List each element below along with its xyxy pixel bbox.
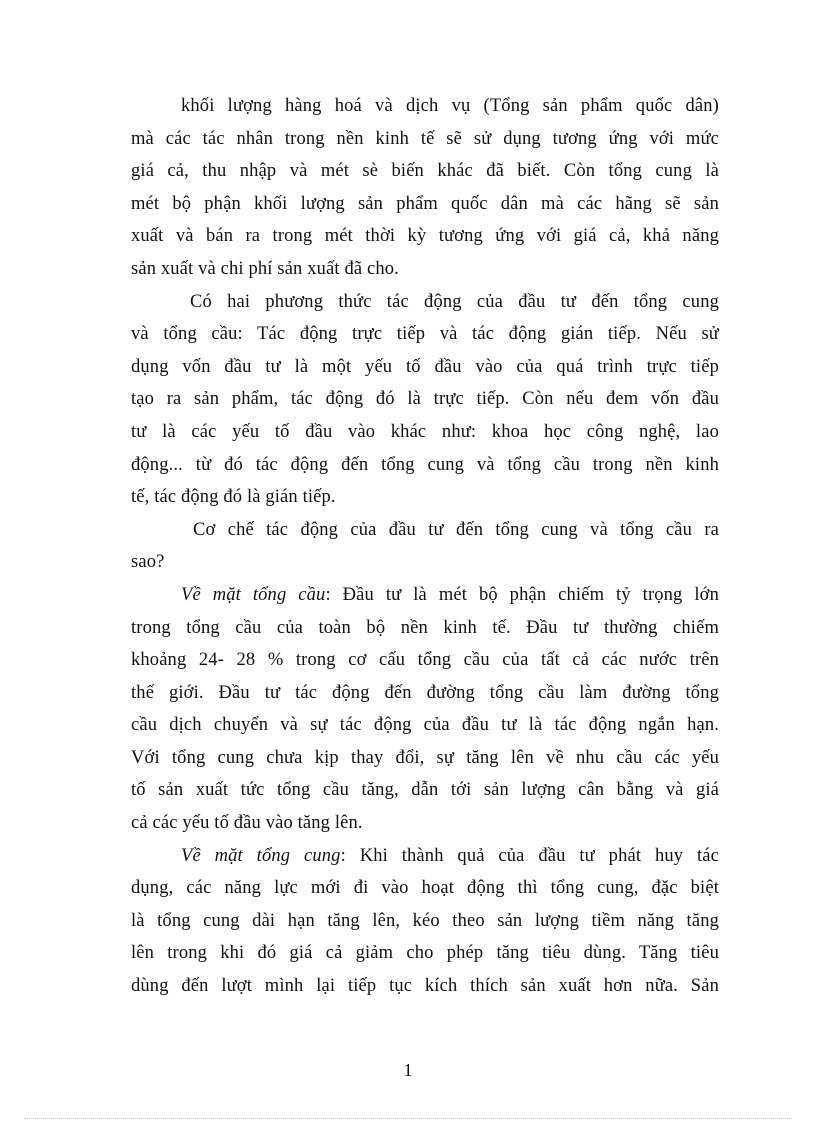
text-line: tạo ra sản phẩm, tác động đó là trực tiếp. Còn nếu đem vốn đầu	[131, 389, 719, 410]
text-line: thế giới. Đầu tư tác động đến đường tổng cầu làm đường tổng	[131, 682, 719, 703]
text-line: tế, tác động đó là gián tiếp.	[131, 487, 336, 508]
text-line: mét bộ phận khối lượng sản phẩm quốc dân mà các hãng sẽ sản	[131, 193, 719, 214]
text-line: dùng đến lượt mình lại tiếp tục kích thích sản xuất hơn nữa. Sản	[131, 976, 719, 997]
text-line: sản xuất và chi phí sản xuất đã cho.	[131, 258, 399, 279]
paragraph-impact-methods	[131, 286, 719, 514]
document-body	[131, 90, 719, 1003]
text-line: sao?	[131, 552, 165, 573]
text-line: trong tổng cầu của toàn bộ nền kinh tế. Đầu tư thường chiếm	[131, 617, 719, 638]
text-line: tư là các yếu tố đầu vào khác như: khoa học công nghệ, lao	[131, 421, 719, 442]
section-lead-demand: Về mặt tổng cầu	[181, 584, 326, 605]
text-line: cầu dịch chuyển và sự tác động của đầu tư là tác động ngắn hạn.	[131, 715, 719, 736]
text-line: dụng, các năng lực mới đi vào hoạt động thì tổng cung, đặc biệt	[131, 878, 719, 899]
text-line	[131, 840, 719, 873]
text-line: Cơ chế tác động của đầu tư đến tổng cung và tổng cầu ra	[193, 519, 719, 540]
text-line: khối lượng hàng hoá và dịch vụ (Tổng sản phẩm quốc dân)	[181, 96, 719, 116]
text-line: động... từ đó tác động đến tổng cung và tổng cầu trong nền kinh	[131, 454, 719, 475]
text-line: cả các yếu tố đầu vào tăng lên.	[131, 813, 363, 834]
text-line: xuất và bán ra trong mét thời kỳ tương ứng với giá cả, khả năng	[131, 226, 719, 247]
paragraph-aggregate-definition	[131, 90, 719, 286]
section-lead-supply: Về mặt tổng cung	[181, 845, 341, 866]
page-bottom-divider	[24, 1118, 792, 1119]
paragraph-aggregate-demand	[131, 579, 719, 840]
text-line	[131, 579, 719, 612]
text-line: là tổng cung dài hạn tăng lên, kéo theo sản lượng tiềm năng tăng	[131, 910, 719, 931]
text-line: lên trong khi đó giá cả giảm cho phép tăng tiêu dùng. Tăng tiêu	[131, 943, 719, 964]
paragraph-mechanism-question	[131, 514, 719, 579]
text-line: tố sản xuất tức tổng cầu tăng, dẫn tới sản lượng cân bằng và giá	[131, 780, 719, 801]
text-line: Có hai phương thức tác động của đầu tư đến tổng cung	[190, 291, 719, 312]
text-line: khoảng 24- 28 % trong cơ cấu tổng cầu của tất cả các nước trên	[131, 650, 719, 671]
page-number: 1	[403, 1060, 413, 1080]
text-line: dụng vốn đầu tư là một yếu tố đầu vào của quá trình trực tiếp	[131, 356, 719, 377]
text-line: giá cả, thu nhập và mét sè biến khác đã biết. Còn tổng cung là	[131, 161, 719, 182]
text-span: : Đầu tư là mét bộ phận chiếm tỷ trọng lớn	[325, 584, 720, 605]
text-span: : Khi thành quả của đầu tư phát huy tác	[340, 845, 720, 866]
text-line: và tổng cầu: Tác động trực tiếp và tác động gián tiếp. Nếu sử	[131, 324, 719, 345]
text-line: mà các tác nhân trong nền kinh tế sẽ sử dụng tương ứng với mức	[131, 128, 719, 149]
text-line: Với tổng cung chưa kịp thay đổi, sự tăng lên về nhu cầu các yếu	[131, 747, 719, 768]
paragraph-aggregate-supply	[131, 840, 719, 1003]
